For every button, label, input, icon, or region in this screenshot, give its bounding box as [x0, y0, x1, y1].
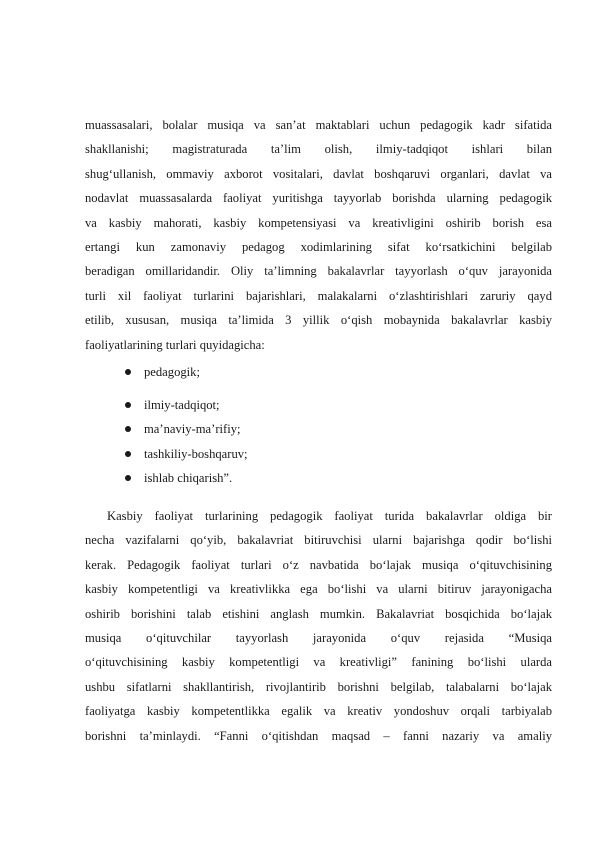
paragraph-2: [85, 504, 552, 748]
list-item-label: ishlab chiqarish”.: [144, 471, 233, 486]
paragraph-2-line: borishni ta’minlaydi. “Fanni o‘qitishdan maqsad – fanni nazariy va amaliy: [85, 728, 552, 743]
activity-types-list: [125, 360, 248, 491]
paragraph-1-line: beradigan omillaridandir. Oliy ta’limning bakalavrlar tayyorlash o‘quv jarayonida: [85, 264, 552, 279]
list-item-label: tashkiliy-boshqaruv;: [144, 446, 248, 461]
bullet-icon: [125, 369, 131, 375]
paragraph-1-line: shakllanishi; magistraturada ta’lim olish, ilmiy-tadqiqot ishlari bilan: [85, 142, 552, 157]
paragraph-1-line: nodavlat muassasalarda faoliyat yuritishga tayyorlab borishda ularning pedagogik: [85, 191, 552, 206]
list-item-label: ilmiy-tadqiqot;: [144, 397, 220, 412]
paragraph-1-line: turli xil faoliyat turlarini bajarishlari, malakalarni o‘zlashtirishlari zaruriy qayd: [85, 288, 552, 303]
paragraph-1-line: shug‘ullanish, ommaviy axborot vositalari, davlat boshqaruvi organlari, davlat va: [85, 166, 552, 181]
paragraph-1-line: va kasbiy mahorati, kasbiy kompetensiyasi va kreativligini oshirib borish esa: [85, 215, 552, 230]
paragraph-2-line: oshirib borishini talab etishini anglash mumkin. Bakalavriat bosqichida bo‘lajak: [85, 606, 552, 621]
paragraph-2-line: Kasbiy faoliyat turlarining pedagogik faoliyat turida bakalavrlar oldiga bir: [107, 509, 552, 523]
list-item-label: ma’naviy-ma’rifiy;: [144, 422, 241, 437]
paragraph-2-line: kasbiy kompetentligi va kreativlikka ega bo‘lishi va ularni bitiruv jarayonigacha: [85, 582, 552, 597]
paragraph-2-line: o‘qituvchisining kasbiy kompetentligi va kreativligi” fanining bo‘lishi ularda: [85, 655, 552, 670]
list-item: [125, 393, 248, 418]
paragraph-1-line: ertangi kun zamonaviy pedagog xodimlarining sifat ko‘rsatkichini belgilab: [85, 239, 552, 254]
list-item: [125, 466, 248, 491]
paragraph-2-line: necha vazifalarni qo‘yib, bakalavriat bitiruvchisi ularni bajarishga qodir bo‘lishi: [85, 533, 552, 548]
paragraph-1: [85, 113, 552, 357]
paragraph-1-line: faoliyatlarining turlari quyidagicha:: [85, 337, 265, 352]
paragraph-1-line: muassasalari, bolalar musiqa va san’at maktablari uchun pedagogik kadr sifatida: [85, 118, 552, 132]
bullet-icon: [125, 426, 131, 432]
bullet-icon: [125, 402, 131, 408]
paragraph-1-line: etilib, xususan, musiqa ta’limida 3 yillik o‘qish mobaynida bakalavrlar kasbiy: [85, 313, 552, 328]
paragraph-2-line: kerak. Pedagogik faoliyat turlari o‘z navbatida bo‘lajak musiqa o‘qituvchisining: [85, 557, 552, 572]
bullet-icon: [125, 475, 131, 481]
list-item-label: pedagogik;: [144, 365, 200, 379]
paragraph-2-line: faoliyatga kasbiy kompetentlikka egalik va kreativ yondoshuv orqali tarbiyalab: [85, 704, 552, 719]
list-item: [125, 417, 248, 442]
paragraph-2-line: ushbu sifatlarni shakllantirish, rivojlantirib borishni belgilab, talabalarni bo‘lajak: [85, 679, 552, 694]
list-item: [125, 442, 248, 467]
bullet-icon: [125, 451, 131, 457]
paragraph-2-line: musiqa o‘qituvchilar tayyorlash jarayonida o‘quv rejasida “Musiqa: [85, 630, 552, 645]
list-item: [125, 360, 248, 385]
